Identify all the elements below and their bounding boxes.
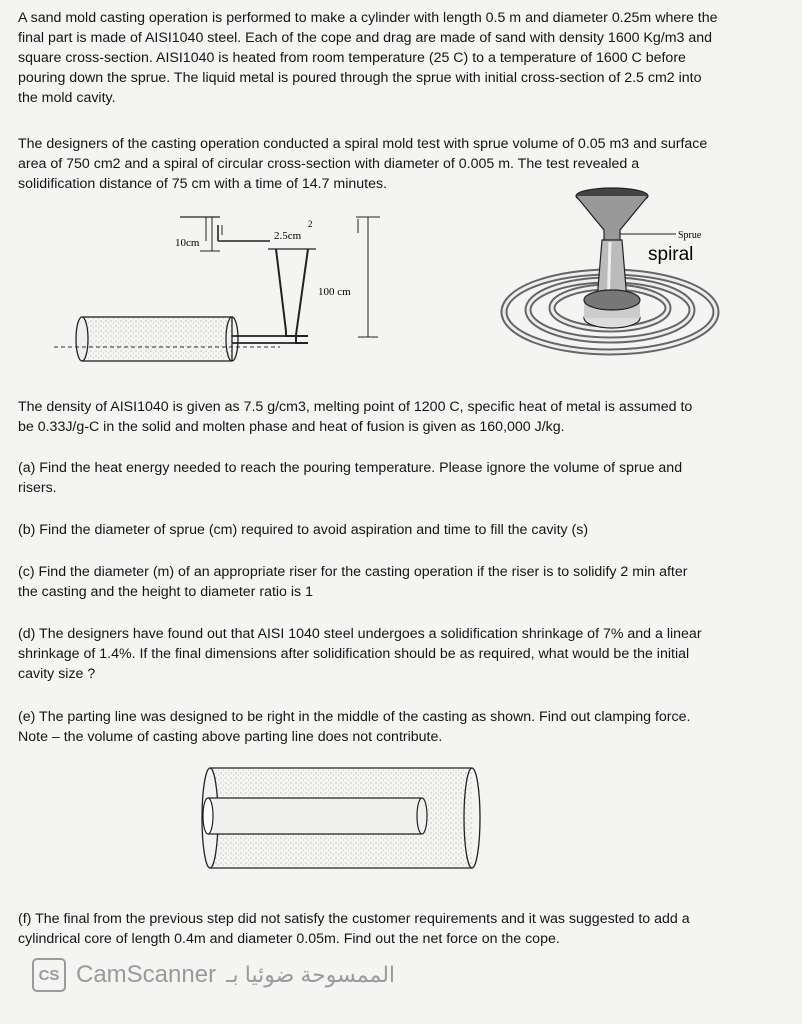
- watermark-arabic: الممسوحة ضوئيا بـ: [226, 962, 396, 987]
- spiral-test-diagram: [500, 182, 740, 367]
- question-d: (d) The designers have found out that AISI 1040 steel undergoes a solidification shrinkage of 7% and a linear shrinkage of 1.4%. If the final dimensions after solidification should be as required, what would be the initial cavity size ?: [18, 626, 702, 682]
- core-cylinder: [203, 798, 427, 834]
- label-100cm: 100 cm: [318, 286, 351, 298]
- runner-channel: [232, 336, 296, 343]
- spiral-base: [584, 290, 640, 328]
- spiral-test-description: The designers of the casting operation conducted a spiral mold test with sprue volume of 0.05 m3 and surface area of 750 cm2 and a spiral of circular cross-section with diameter of 0.005 m. The test revealed a solidification distance of 75 cm with a time of 14.7 minutes.: [18, 136, 708, 192]
- question-b: (b) Find the diameter of sprue (cm) required to avoid aspiration and time to fill the cavity (s): [18, 522, 589, 538]
- sprue-channel: [268, 249, 316, 343]
- camscanner-watermark: [32, 958, 395, 992]
- problem-intro: A sand mold casting operation is performed to make a cylinder with length 0.5 m and diameter 0.25m where the final part is made of AISI1040 steel. Each of the cope and drag are made of sand with density 1600 Kg/m3 and square cross-section. AISI1040 is heated from room temperature (25 C) to a temperature of 1600 C before pouring down the sprue. The liquid metal is poured through the sprue with initial cross-section of 2.5 cm2 into the mold cavity.: [18, 10, 718, 106]
- label-spiral: spiral: [648, 244, 694, 265]
- question-a: (a) Find the heat energy needed to reach the pouring temperature. Please ignore the volume of sprue and risers.: [18, 460, 683, 496]
- cylinder-core-diagram: [200, 762, 482, 874]
- question-c: (c) Find the diameter (m) of an appropriate riser for the casting operation if the riser is to solidify 2 min after the casting and the height to diameter ratio is 1: [18, 564, 688, 600]
- label-sprue: Sprue: [678, 230, 702, 241]
- label-sprue-area-exponent: 2: [308, 219, 313, 229]
- sprue-runner-diagram: [40, 205, 400, 365]
- material-properties: The density of AISI1040 is given as 7.5 g/cm3, melting point of 1200 C, specific heat of metal is assumed to be 0.33J/g-C in the solid and molten phase and heat of fusion is given as 160,000 J/kg.: [18, 399, 693, 435]
- watermark-brand: CamScanner: [76, 961, 217, 988]
- question-e: (e) The parting line was designed to be right in the middle of the casting as shown. Find out clamping force. Note – the volume of casting above parting line does not contribute.: [18, 709, 691, 745]
- label-sprue-area: 2.5cm: [274, 230, 302, 242]
- camscanner-logo: CS: [32, 958, 66, 992]
- cylinder-cavity: [76, 317, 238, 361]
- label-10cm: 10cm: [175, 237, 200, 249]
- question-f: (f) The final from the previous step did not satisfy the customer requirements and it was suggested to add a cylindrical core of length 0.4m and diameter 0.05m. Find out the net force on the cope.: [18, 911, 690, 947]
- dimension-100cm: [356, 217, 380, 337]
